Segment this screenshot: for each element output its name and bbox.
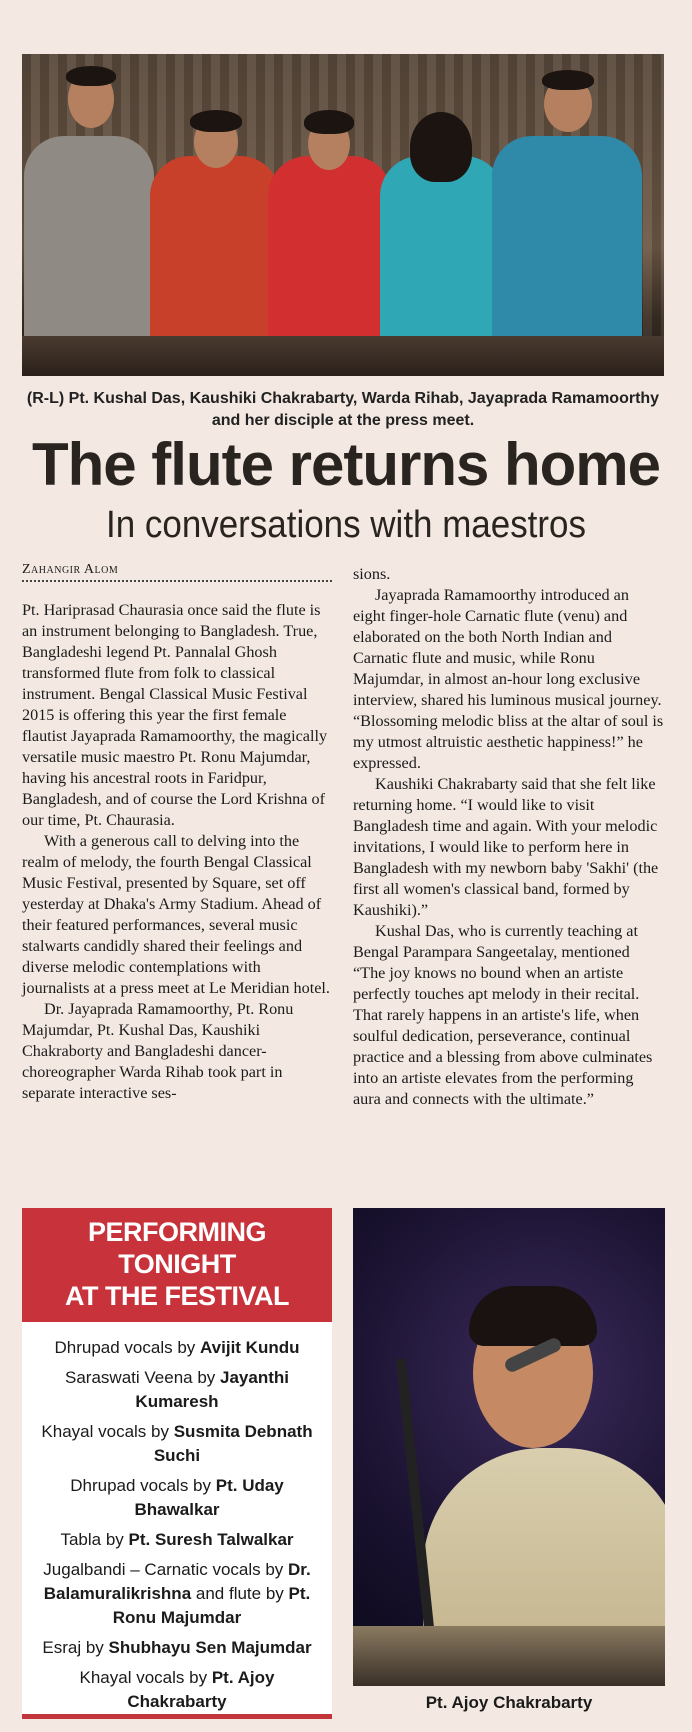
list-item — [28, 1366, 326, 1414]
byline: Zahangir Alom — [22, 562, 119, 577]
item-text: and flute by — [191, 1584, 289, 1603]
article-column-1 — [22, 600, 330, 1104]
performer-list — [22, 1322, 332, 1714]
performer-name: Jayanthi Kumaresh — [135, 1368, 289, 1411]
item-text: Dhrupad vocals by — [54, 1338, 201, 1357]
paragraph: Dr. Jayaprada Ramamoorthy, Pt. Ronu Majumdar, Pt. Kushal Das, Kaushiki Chakraborty and Bangladeshi dancer-choreographer Warda Rihab took part in separate interactive ses- — [22, 1000, 294, 1102]
paragraph: Kaushiki Chakrabarty said that she felt like returning home. “I would like to visit Bangladesh time and again. With your melodic invitations, I would like to perform here in Bangladesh with my newborn baby 'Sakhi' (the first all women's classical band, formed by Kaushiki).” — [353, 775, 659, 919]
item-text: Jugalbandi – Carnatic vocals by — [43, 1560, 289, 1579]
headline: The flute returns home — [31, 431, 661, 498]
item-text: Esraj by — [42, 1638, 109, 1657]
paragraph: With a generous call to delving into the realm of melody, the fourth Bengal Classical Music Festival, presented by Square, set off yesterday at Dhaka's Army Stadium. Ahead of their featured performances, several music stalwarts candidly shared their feelings and diverse melodic contemplations with journalists at a press meet at Le Meridian hotel. — [22, 832, 330, 997]
list-item — [28, 1528, 326, 1552]
paragraph: Pt. Hariprasad Chaurasia once said the flute is an instrument belonging to Bangladesh. True, Bangladeshi legend Pt. Pannalal Ghosh transformed flute from folk to classical instrument. Bengal Classical Music Festival 2015 is offering this year the first female flautist Jayaprada Ramamoorthy, the magically versatile music maestro Pt. Ronu Majumdar, having his ancestral roots in Faridpur, Bangladesh, and of course the Lord Krishna of our time, Pt. Chaurasia. — [22, 601, 328, 829]
photo-caption: (R-L) Pt. Kushal Das, Kaushiki Chakrabarty, Warda Rihab, Jayaprada Ramamoorthy and her disciple at the press meet. — [26, 390, 660, 429]
person-5 — [492, 66, 642, 336]
table — [22, 336, 664, 376]
press-meet-photo — [22, 54, 664, 376]
paragraph: Kushal Das, who is currently teaching at Bengal Parampara Sangeetalay, mentioned “The joy knows no bound when an artiste perfectly touches apt melody in their recital. That rarely happens in an artiste's life, when soulful dedication, perseverance, continual practice and a blessing from above culminates into an artiste elevates from the performing aura and connects with the ultimate.” — [353, 922, 653, 1108]
performer-name: Avijit Kundu — [200, 1338, 300, 1357]
list-item — [28, 1336, 326, 1360]
item-text: Dhrupad vocals by — [70, 1476, 216, 1495]
hair — [469, 1286, 597, 1346]
performing-tonight-box — [22, 1208, 332, 1719]
person-2 — [150, 86, 280, 336]
item-text: Tabla by — [60, 1530, 129, 1549]
box-title-line: AT THE FESTIVAL — [65, 1281, 289, 1311]
box-title-line: PERFORMING TONIGHT — [87, 1217, 266, 1279]
right-photo-caption: Pt. Ajoy Chakrabarty — [425, 1693, 593, 1712]
list-item — [28, 1636, 326, 1660]
person-3 — [268, 86, 392, 336]
item-text: Saraswati Veena by — [65, 1368, 220, 1387]
performer-name: Pt. Uday Bhawalkar — [134, 1476, 284, 1519]
subheadline: In conversations with maestros — [106, 504, 586, 546]
item-text: Khayal vocals by — [41, 1422, 174, 1441]
list-item — [28, 1474, 326, 1522]
byline-divider — [22, 580, 332, 582]
performer-name: Dr. Balamuralikrishna — [43, 1560, 311, 1603]
performer-name: Pt. Suresh Talwalkar — [128, 1530, 294, 1549]
performer-name: Pt. Ronu Majumdar — [112, 1584, 311, 1627]
list-item — [28, 1666, 326, 1714]
performer-name: Pt. Ajoy Chakrabarty — [127, 1668, 275, 1711]
ajoy-chakrabarty-photo — [353, 1208, 665, 1686]
list-item — [28, 1558, 326, 1630]
list-item — [28, 1420, 326, 1468]
performer-name: Susmita Debnath Suchi — [153, 1422, 313, 1465]
box-title — [22, 1208, 332, 1322]
person-1 — [24, 66, 154, 336]
harmonium — [353, 1626, 665, 1686]
performer-name: Shubhayu Sen Majumdar — [108, 1638, 312, 1657]
person-4 — [380, 86, 504, 336]
item-text: Khayal vocals by — [79, 1668, 212, 1687]
paragraph: Jayaprada Ramamoorthy introduced an eight finger-hole Carnatic flute (venu) and elaborated on the both North Indian and Carnatic flute and music, while Ronu Majumdar, in almost an-hour long exclusive interview, shared his luminous musical journey. “Blossoming melodic bliss at the altar of soul is my utmost altruistic aesthetic happiness!” he expressed. — [353, 586, 664, 772]
paragraph: sions. — [353, 565, 391, 583]
article-column-2 — [353, 564, 665, 1110]
